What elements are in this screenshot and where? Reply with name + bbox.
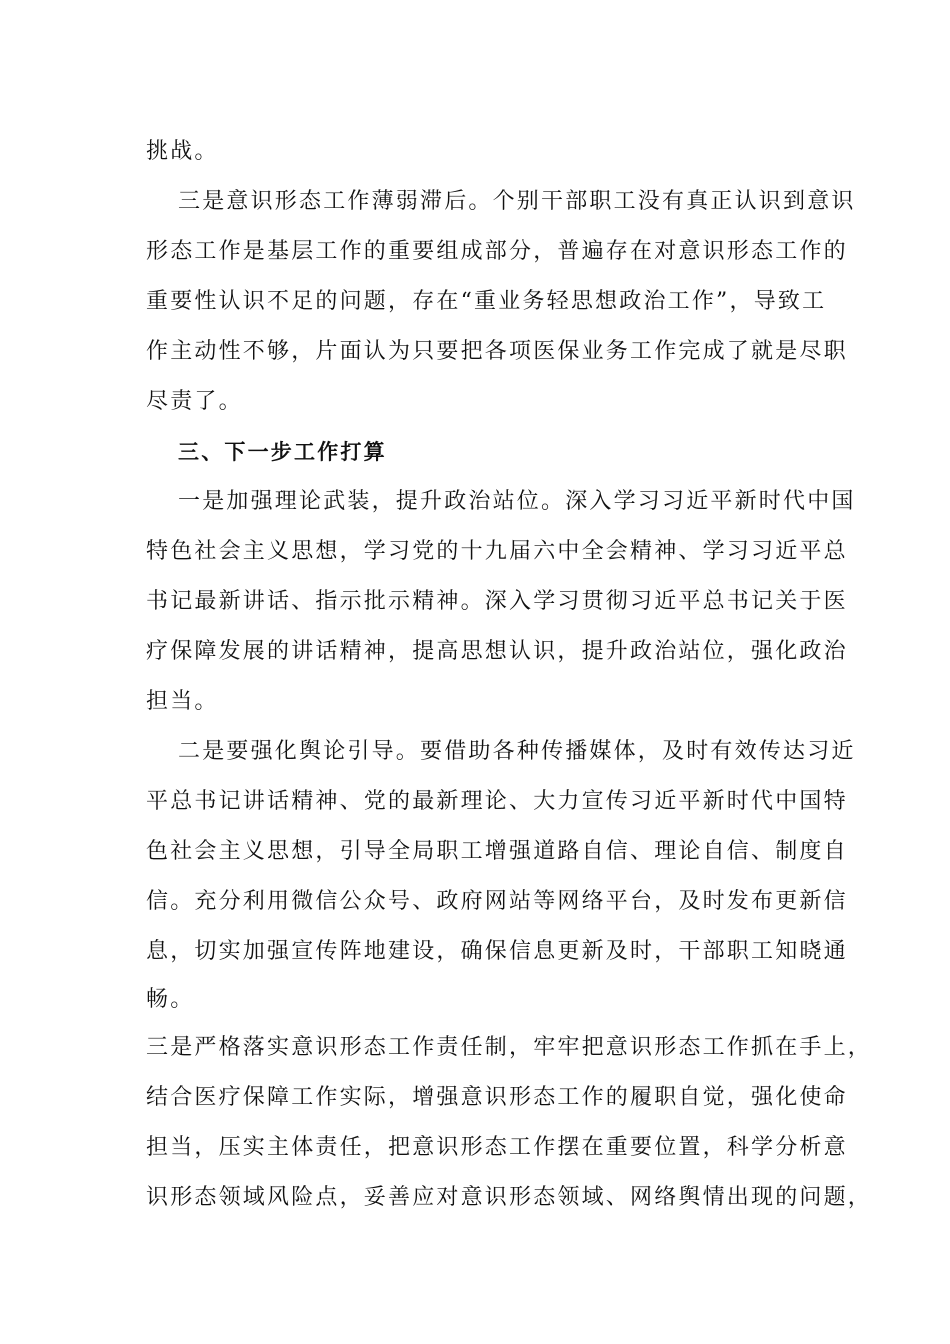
paragraph-line: 三是严格落实意识形态工作责任制，牢牢把意识形态工作抓在手上， (146, 1035, 873, 1060)
paragraph-line: 结合医疗保障工作实际，增强意识形态工作的履职自觉，强化使命 (146, 1085, 848, 1110)
section-heading: 三、下一步工作打算 (178, 440, 387, 464)
paragraph-line: 形态工作是基层工作的重要组成部分，普遍存在对意识形态工作的 (146, 239, 848, 264)
paragraph-line: 担当，压实主体责任，把意识形态工作摆在重要位置，科学分析意 (146, 1135, 848, 1160)
paragraph-line: 担当。 (146, 689, 219, 714)
paragraph-line: 色社会主义思想，引导全局职工增强道路自信、理论自信、制度自 (146, 839, 848, 864)
paragraph-line: 信。充分利用微信公众号、政府网站等网络平台，及时发布更新信 (146, 889, 848, 914)
paragraph-line: 作主动性不够，片面认为只要把各项医保业务工作完成了就是尽职 (146, 339, 848, 364)
paragraph-line: 一是加强理论武装，提升政治站位。深入学习习近平新时代中国 (178, 489, 856, 514)
paragraph-line: 平总书记讲话精神、党的最新理论、大力宣传习近平新时代中国特 (146, 789, 848, 814)
paragraph-line: 畅。 (146, 987, 195, 1012)
paragraph-line: 识形态领域风险点，妥善应对意识形态领域、网络舆情出现的问题， (146, 1185, 873, 1210)
paragraph-line: 书记最新讲话、指示批示精神。深入学习贯彻习近平总书记关于医 (146, 589, 848, 614)
paragraph-line: 疗保障发展的讲话精神，提高思想认识，提升政治站位，强化政治 (146, 639, 848, 664)
paragraph-line: 息，切实加强宣传阵地建设，确保信息更新及时，干部职工知晓通 (146, 939, 848, 964)
paragraph-line: 挑战。 (146, 139, 219, 164)
paragraph-line: 三是意识形态工作薄弱滞后。个别干部职工没有真正认识到意识 (178, 189, 856, 214)
paragraph-line: 二是要强化舆论引导。要借助各种传播媒体，及时有效传达习近 (178, 739, 856, 764)
paragraph-line: 重要性认识不足的问题，存在“重业务轻思想政治工作”，导致工 (146, 289, 827, 314)
paragraph-line: 尽责了。 (146, 389, 243, 414)
paragraph-line: 特色社会主义思想，学习党的十九届六中全会精神、学习习近平总 (146, 539, 848, 564)
